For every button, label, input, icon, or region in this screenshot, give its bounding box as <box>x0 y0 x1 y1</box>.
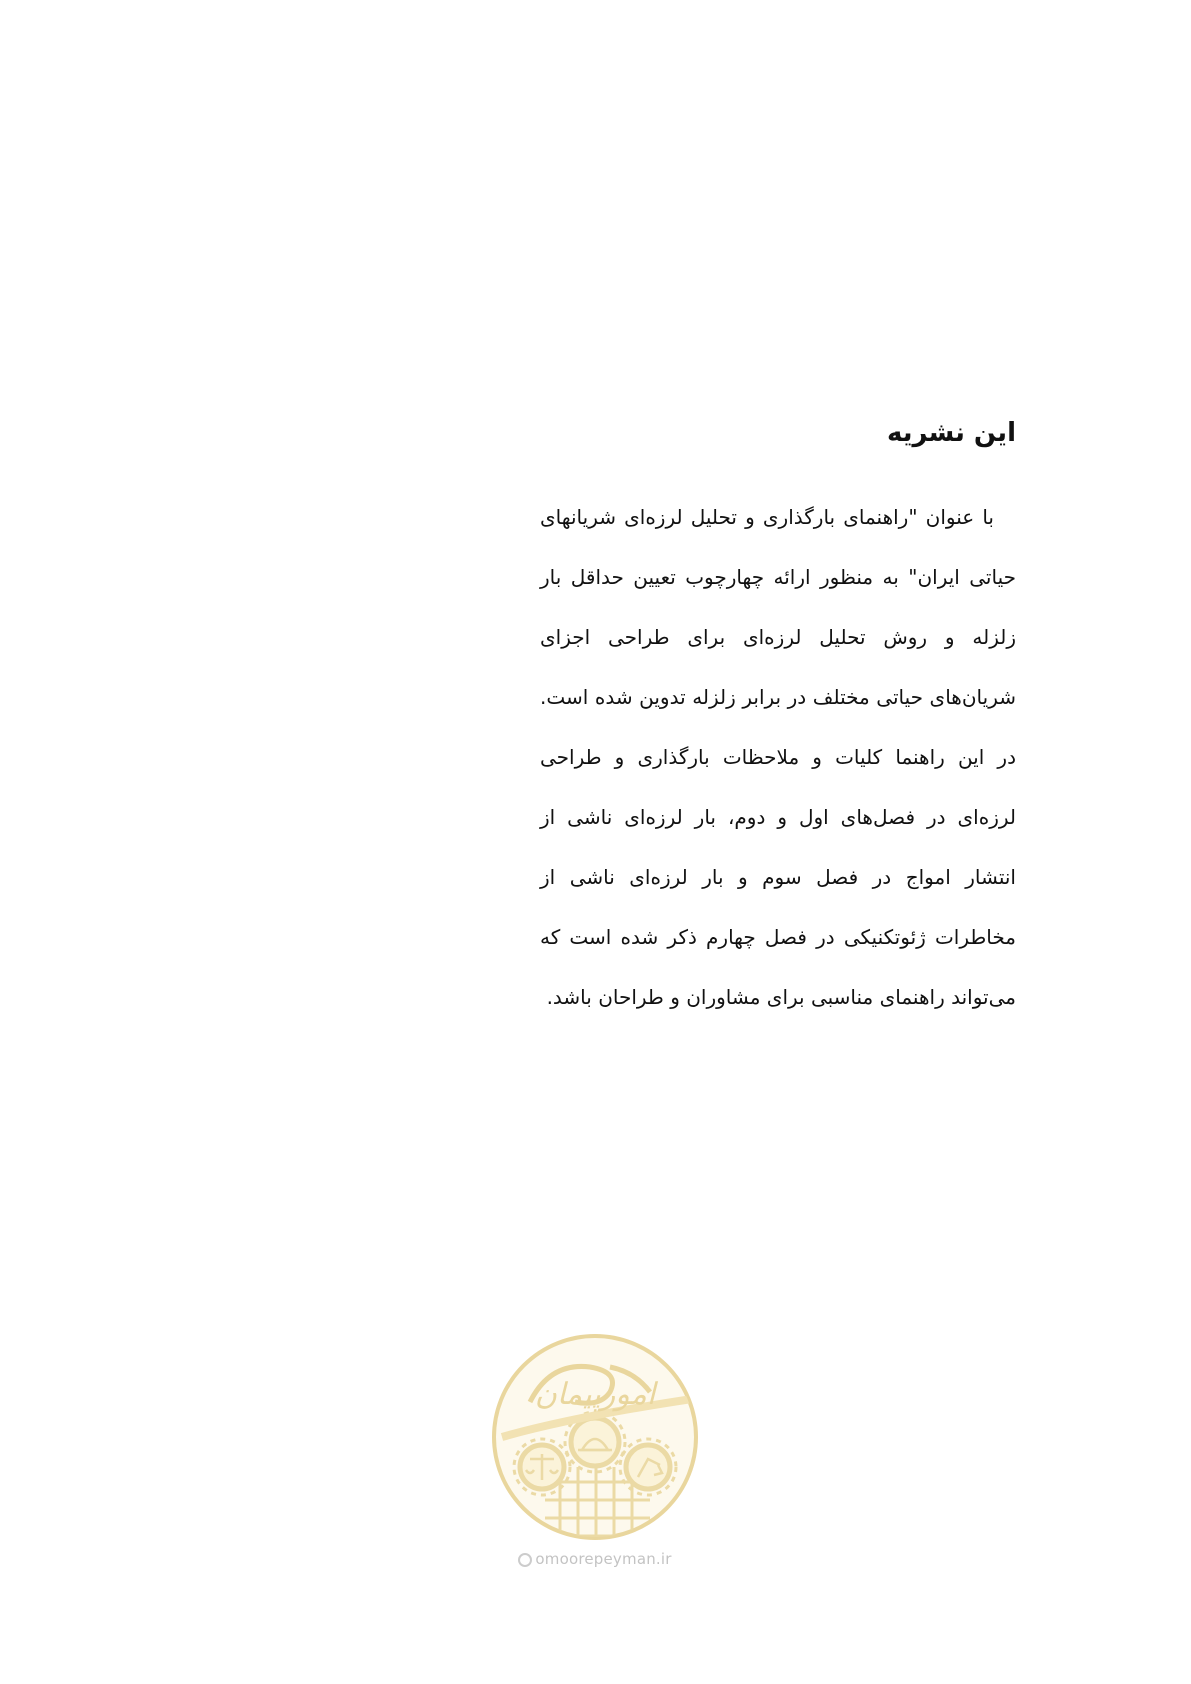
watermark-url: omoorepeyman.ir <box>535 1550 672 1568</box>
web-icon <box>518 1553 532 1567</box>
publication-intro <box>540 418 1016 1027</box>
watermark-caption <box>490 1550 700 1568</box>
watermark-logo <box>490 1332 700 1582</box>
intro-paragraph: با عنوان "راهنمای بارگذاری و تحلیل لرزه‌ای شریانهای حیاتی ایران" به منظور ارائه چهارچوب تعیین حداقل بار زلزله و روش تحلیل لرزه‌ای برای طراحی اجزای شریان‌های حیاتی مختلف در برابر زلزله تدوین شده است. در این راهنما کلیات و ملاحظات بارگذاری و طراحی لرزه‌ای در فصل‌های اول و دوم، بار لرزه‌ای ناشی از انتشار امواج در فصل سوم و بار لرزه‌ای ناشی از مخاطرات ژئوتکنیکی در فصل چهارم ذکر شده است که می‌تواند راهنمای مناسبی برای مشاوران و طراحان باشد. <box>540 505 1016 1010</box>
watermark-emblem-icon <box>490 1332 700 1542</box>
watermark-logo-text: امورپیمان <box>534 1377 656 1412</box>
section-title: این نشریه <box>886 418 1016 448</box>
